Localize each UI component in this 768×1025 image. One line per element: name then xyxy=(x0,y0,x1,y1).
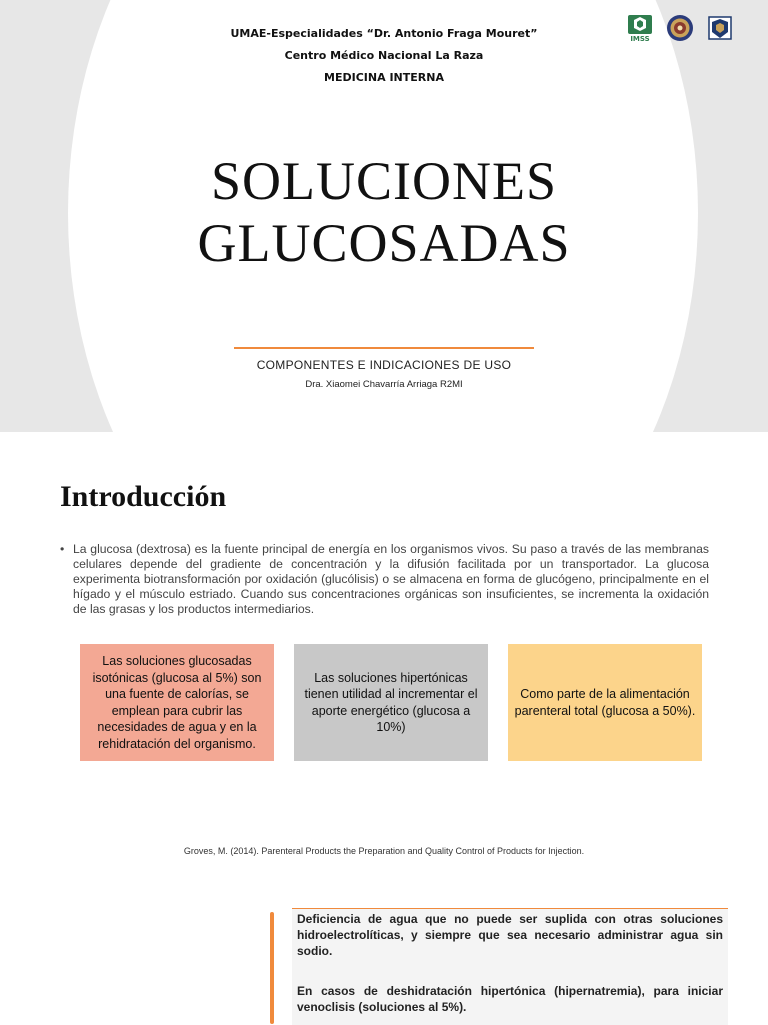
author-name: Dra. Xiaomei Chavarría Arriaga R2MI xyxy=(305,379,463,390)
imss-logo xyxy=(626,14,654,42)
indications-card xyxy=(292,908,728,1025)
title-divider xyxy=(234,347,534,349)
indication-paragraph-2: En casos de deshidratación hipertónica (hipernatremia), para iniciar venoclisis (soluciones al 5%). xyxy=(297,984,723,1014)
hospital-seal-logo xyxy=(666,14,694,42)
intro-text: La glucosa (dextrosa) es la fuente principal de energía en los organismos vivos. Su paso a través de las membranas celulares depende del gradiente de concentración y la difusión facilitada por un transportador. La glucosa experimenta biotransformación por oxidación (glucólisis) o se almacena en forma de glucógeno, principalmente en el hígado y el músculo estriado. Cuando sus concentraciones orgánicas son insuficientes, se incrementa la oxidación de las grasas y los productos intermediarios. xyxy=(73,542,709,616)
info-box-text: Las soluciones hipertónicas tienen utilidad al incrementar el aporte energético (glucosa a 10%) xyxy=(304,670,478,734)
logos-row xyxy=(626,14,734,42)
indications-slide xyxy=(0,864,768,1024)
unam-logo xyxy=(706,14,734,42)
bullet-icon: • xyxy=(60,542,65,556)
title-slide xyxy=(0,0,768,432)
intro-bullet xyxy=(60,542,709,617)
info-box-hypertonic xyxy=(294,644,488,761)
info-box-parenteral xyxy=(508,644,702,761)
section-title: Introducción xyxy=(60,480,227,513)
bibliographic-reference: Groves, M. (2014). Parenteral Products the Preparation and Quality Control of Products for Injection. xyxy=(183,846,585,856)
info-box-text: Las soluciones glucosadas isotónicas (glucosa al 5%) son una fuente de calorías, se emplean para cubrir las necesidades de agua y en la rehidratación del organismo. xyxy=(92,654,262,751)
presentation-subtitle: COMPONENTES E INDICACIONES DE USO xyxy=(256,358,512,372)
introduction-slide xyxy=(0,432,768,864)
info-box-isotonic xyxy=(80,644,274,761)
institution-name: UMAE-Especialidades “Dr. Antonio Fraga Mouret” xyxy=(230,27,538,40)
accent-bar xyxy=(270,912,274,1024)
title-line-1: SOLUCIONES xyxy=(210,151,558,211)
title-line-2: GLUCOSADAS xyxy=(197,213,571,273)
info-box-text: Como parte de la alimentación parenteral total (glucosa a 50%). xyxy=(514,687,696,718)
imss-logo-text: IMSS xyxy=(630,35,650,42)
center-name: Centro Médico Nacional La Raza xyxy=(284,49,484,62)
department-name: MEDICINA INTERNA xyxy=(324,71,444,84)
indication-paragraph-1: Deficiencia de agua que no puede ser suplida con otras soluciones hidroelectrolíticas, y siempre que sea necesario administrar agua sin sodio. xyxy=(297,912,723,958)
presentation-title xyxy=(0,150,768,274)
